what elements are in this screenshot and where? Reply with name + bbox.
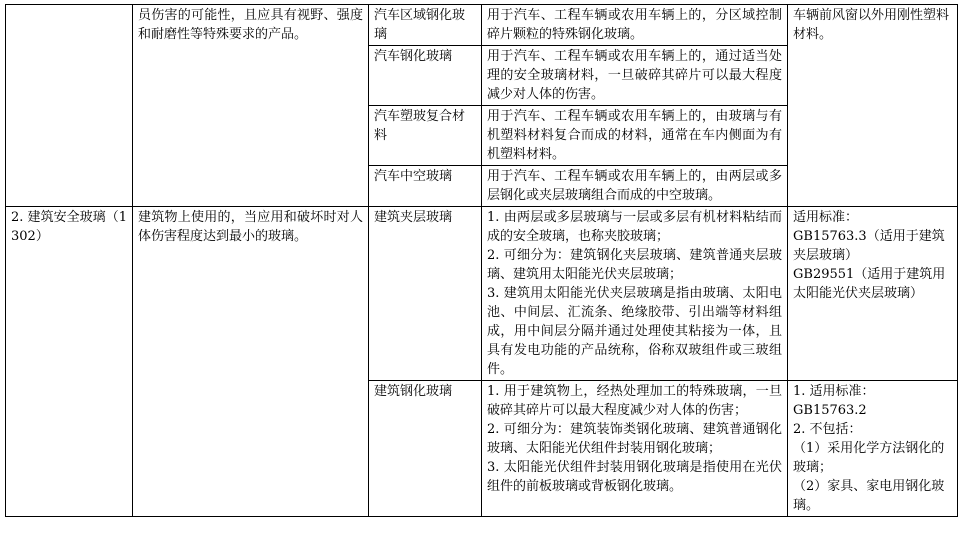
table-row: [6, 5, 958, 46]
subitem-name: 汽车区域钢化玻璃: [369, 5, 482, 46]
category-cell: 2. 建筑安全玻璃（1302）: [6, 207, 133, 517]
standards-table: [5, 4, 958, 517]
note-cell: 车辆前风窗以外用刚性塑料材料。: [788, 5, 958, 207]
subitem-description: 用于汽车、工程车辆或农用车辆上的，由两层或多层钢化或夹层玻璃组合而成的中空玻璃。: [482, 166, 788, 207]
definition-cell: 员伤害的可能性，且应具有视野、强度和耐磨性等特殊要求的产品。: [133, 5, 369, 207]
category-cell: [6, 5, 133, 207]
subitem-description: 用于汽车、工程车辆或农用车辆上的，分区域控制碎片颗粒的特殊钢化玻璃。: [482, 5, 788, 46]
definition-cell: 建筑物上使用的，当应用和破坏时对人体伤害程度达到最小的玻璃。: [133, 207, 369, 517]
subitem-description: 用于汽车、工程车辆或农用车辆上的，通过适当处理的安全玻璃材料，一旦破碎其碎片可以最大程度减少对人体的伤害。: [482, 46, 788, 106]
subitem-name: 汽车塑玻复合材料: [369, 106, 482, 166]
subitem-description: 用于汽车、工程车辆或农用车辆上的，由玻璃与有机塑料材料复合而成的材料，通常在车内侧面为有机塑料材料。: [482, 106, 788, 166]
note-cell: 适用标准： GB15763.3（适用于建筑夹层玻璃） GB29551（适用于建筑用太阳能光伏夹层玻璃）: [788, 207, 958, 381]
subitem-description: 1. 由两层或多层玻璃与一层或多层有机材料粘结而成的安全玻璃，也称夹胶玻璃； 2. 可细分为：建筑钢化夹层玻璃、建筑普通夹层玻璃、建筑用太阳能光伏夹层玻璃； 3. 建筑用太阳能光伏夹层玻璃是指由玻璃、太阳电池、中间层、汇流条、绝缘胶带、引出端等材料组成，用中间层分隔并通过处理使其粘接为一体，且具有发电功能的产品统称，俗称双玻组件或三玻组件。: [482, 207, 788, 381]
subitem-name: 汽车钢化玻璃: [369, 46, 482, 106]
table-row: [6, 207, 958, 381]
subitem-name: 建筑夹层玻璃: [369, 207, 482, 381]
subitem-name: 汽车中空玻璃: [369, 166, 482, 207]
subitem-name: 建筑钢化玻璃: [369, 381, 482, 517]
subitem-description: 1. 用于建筑物上，经热处理加工的特殊玻璃，一旦破碎其碎片可以最大程度减少对人体的伤害； 2. 可细分为：建筑装饰类钢化玻璃、建筑普通钢化玻璃、太阳能光伏组件封装用钢化玻璃； 3. 太阳能光伏组件封装用钢化玻璃是指使用在光伏组件的前板玻璃或背板钢化玻璃。: [482, 381, 788, 517]
note-cell: 1. 适用标准： GB15763.2 2. 不包括： （1）采用化学方法钢化的玻璃； （2）家具、家电用钢化玻璃。: [788, 381, 958, 517]
